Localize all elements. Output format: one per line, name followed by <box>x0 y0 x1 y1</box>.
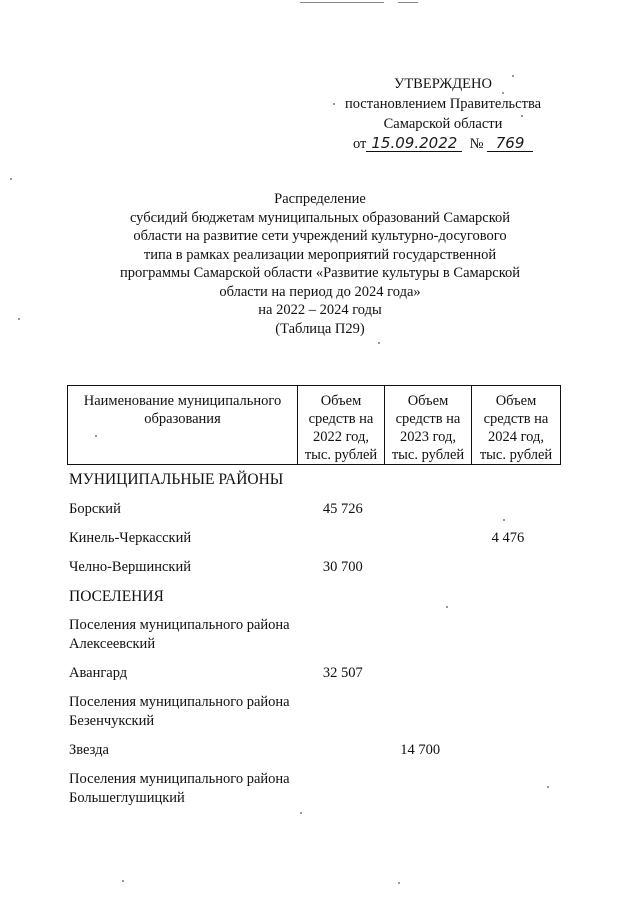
value-2023 <box>392 770 477 808</box>
heading-line: (Таблица П29) <box>275 320 365 337</box>
value-2024 <box>478 558 563 577</box>
handwritten-date: 15.09.2022 <box>366 135 462 152</box>
document-heading <box>90 190 550 338</box>
table-body <box>69 470 563 808</box>
heading-line: программы Самарской области «Развитие культуры в Самарской <box>119 265 521 281</box>
table-header <box>67 385 561 465</box>
approval-block <box>328 74 558 154</box>
header-2023: Объем средств на 2023 год, тыс. рублей <box>385 386 472 464</box>
value-2022 <box>307 529 392 548</box>
value-2023: 14 700 <box>400 742 441 758</box>
scan-speck <box>378 342 380 344</box>
scan-speck <box>547 786 549 788</box>
value-2022 <box>307 770 392 808</box>
value-2022: 32 507 <box>322 665 363 681</box>
approval-region: Самарской области <box>383 116 503 132</box>
table-row <box>69 616 563 654</box>
heading-line: субсидий бюджетам муниципальных образований Самарской <box>129 209 511 226</box>
row-name: Поселения муниципального района Алексеевский <box>69 617 290 652</box>
table-row <box>69 741 563 760</box>
value-2022 <box>307 470 392 489</box>
table-row <box>69 770 563 808</box>
value-2023 <box>392 616 477 654</box>
approval-title: УТВЕРЖДЕНО <box>394 76 492 92</box>
scan-speck <box>503 519 505 521</box>
value-2024 <box>478 693 563 731</box>
value-2024: 4 476 <box>491 530 525 546</box>
scan-speck <box>95 435 97 437</box>
scan-speck <box>18 318 20 320</box>
value-2022: 45 726 <box>322 501 363 517</box>
heading-line: области на развитие сети учреждений культурно-досугового <box>133 228 507 244</box>
handwritten-number: 769 <box>487 135 533 152</box>
row-name: Звезда <box>69 742 109 758</box>
table-row <box>69 693 563 731</box>
value-2024 <box>478 470 563 489</box>
row-name: Кинель-Черкасский <box>69 530 192 546</box>
table-row <box>69 470 563 489</box>
header-name: Наименование муниципального образования <box>68 386 298 464</box>
value-2023 <box>392 558 477 577</box>
heading-line: области на период до 2024 года» <box>219 283 421 300</box>
row-name: Борский <box>69 501 121 517</box>
table-row <box>69 558 563 577</box>
scan-speck <box>512 75 514 77</box>
row-name: Авангард <box>69 665 128 681</box>
row-name: Поселения муниципального района Безенчукский <box>69 694 290 729</box>
value-2023 <box>392 587 477 606</box>
scan-artifact-line <box>398 2 418 3</box>
value-2023 <box>392 470 477 489</box>
row-name: МУНИЦИПАЛЬНЫЕ РАЙОНЫ <box>69 471 284 488</box>
value-2024 <box>478 741 563 760</box>
table-row <box>69 664 563 683</box>
value-2022 <box>307 616 392 654</box>
scan-speck <box>398 882 400 884</box>
header-2024: Объем средств на 2024 год, тыс. рублей <box>479 393 553 463</box>
value-2024 <box>478 664 563 683</box>
scan-speck <box>502 92 504 94</box>
scan-speck <box>446 606 448 608</box>
table-row <box>69 500 563 519</box>
value-2022 <box>307 693 392 731</box>
value-2024 <box>478 616 563 654</box>
approval-date-number <box>328 134 558 154</box>
value-2022 <box>307 587 392 606</box>
value-2024 <box>478 587 563 606</box>
scan-speck <box>521 115 523 117</box>
scan-speck <box>333 103 335 105</box>
value-2023 <box>392 664 477 683</box>
row-name: Челно-Вершинский <box>69 559 191 575</box>
value-2022 <box>307 741 392 760</box>
from-label: от <box>352 136 367 152</box>
heading-line: Распределение <box>274 191 366 207</box>
value-2023 <box>392 693 477 731</box>
heading-line: на 2022 – 2024 годы <box>258 302 382 318</box>
value-2024 <box>478 500 563 519</box>
table-row <box>69 529 563 548</box>
heading-line: типа в рамках реализации мероприятий государственной <box>143 246 497 263</box>
scan-artifact-line <box>300 2 384 3</box>
number-label: № <box>469 136 484 152</box>
row-name: ПОСЕЛЕНИЯ <box>69 588 164 605</box>
scan-speck <box>122 880 124 882</box>
approval-issuer: постановлением Правительства <box>344 96 542 112</box>
table-row <box>69 587 563 606</box>
scan-speck <box>300 812 302 814</box>
scan-speck <box>10 178 12 180</box>
value-2023 <box>392 500 477 519</box>
value-2024 <box>478 770 563 808</box>
header-2022: Объем средств на 2022 год, тыс. рублей <box>298 386 385 464</box>
value-2023 <box>392 529 477 548</box>
value-2022: 30 700 <box>322 559 363 575</box>
row-name: Поселения муниципального района Большеглушицкий <box>69 771 290 806</box>
